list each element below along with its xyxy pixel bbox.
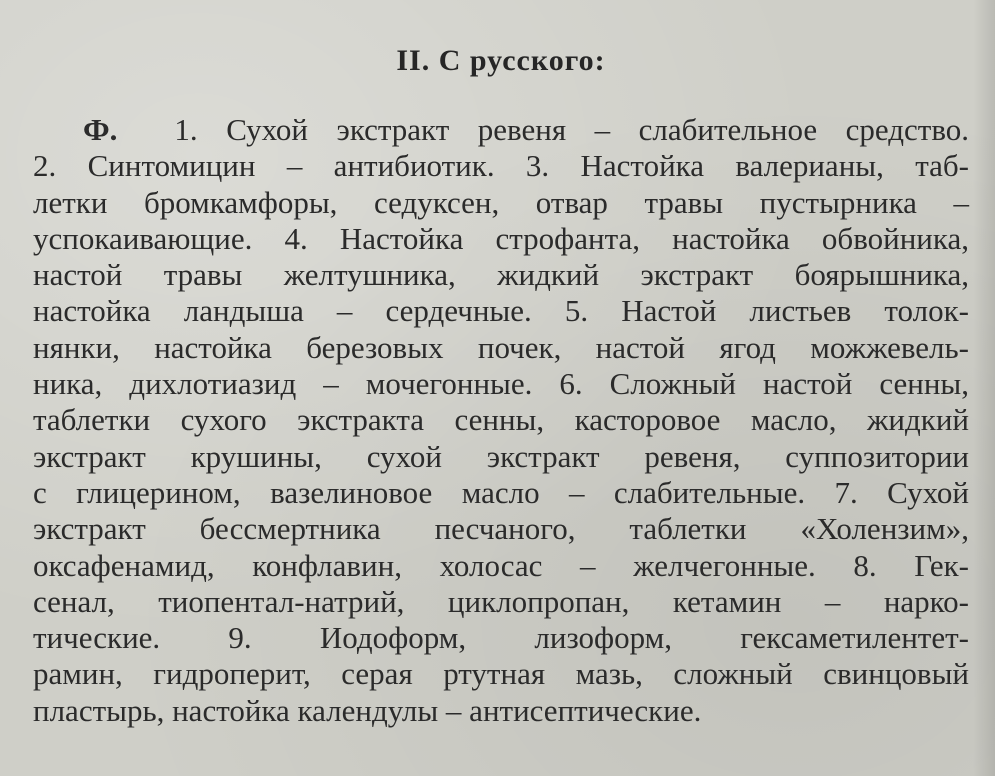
text-line-6: настойка ландыша – сердечные. 5. Настой листьев толок- xyxy=(33,293,969,329)
section-label: Ф. xyxy=(83,112,118,147)
text-line-3: летки бромкамфоры, седуксен, отвар травы пустырника – xyxy=(33,184,969,220)
text-line-7: нянки, настойка березовых почек, настой ягод можжевель- xyxy=(33,329,969,365)
text-line-5: настой травы желтушника, жидкий экстракт боярышника, xyxy=(33,257,969,293)
text-line-10: экстракт крушины, сухой экстракт ревеня, суппозитории xyxy=(33,438,969,474)
text-line-13: оксафенамид, конфлавин, холосас – желчегонные. 8. Гек- xyxy=(33,547,969,583)
text-line-8: ника, дихлотиазид – мочегонные. 6. Сложный настой сенны, xyxy=(33,366,969,402)
book-page xyxy=(33,0,969,776)
text-line-1-content: 1. Сухой экстракт ревеня – слабительное средство. xyxy=(174,112,969,147)
text-line-2: 2. Синтомицин – антибиотик. 3. Настойка валерианы, таб- xyxy=(33,148,969,184)
section-heading: II. С русского: xyxy=(396,44,606,77)
text-line-1 xyxy=(33,112,969,148)
text-line-4: успокаивающие. 4. Настойка строфанта, настойка обвойника, xyxy=(33,220,969,256)
text-line-11: с глицерином, вазелиновое масло – слабительные. 7. Сухой xyxy=(33,474,969,510)
text-line-9: таблетки сухого экстракта сенны, касторовое масло, жидкий xyxy=(33,402,969,438)
text-line-17: пластырь, настойка календулы – антисептические. xyxy=(33,692,702,728)
answer-paragraph xyxy=(33,112,969,729)
text-line-16: рамин, гидроперит, серая ртутная мазь, сложный свинцовый xyxy=(33,656,969,692)
text-line-12: экстракт бессмертника песчаного, таблетки «Холензим», xyxy=(33,511,969,547)
page-edge-shadow xyxy=(973,0,995,776)
text-line-14: сенал, тиопентал-натрий, циклопропан, кетамин – нарко- xyxy=(33,583,969,619)
text-line-15: тические. 9. Иодоформ, лизоформ, гексаметилентет- xyxy=(33,620,969,656)
